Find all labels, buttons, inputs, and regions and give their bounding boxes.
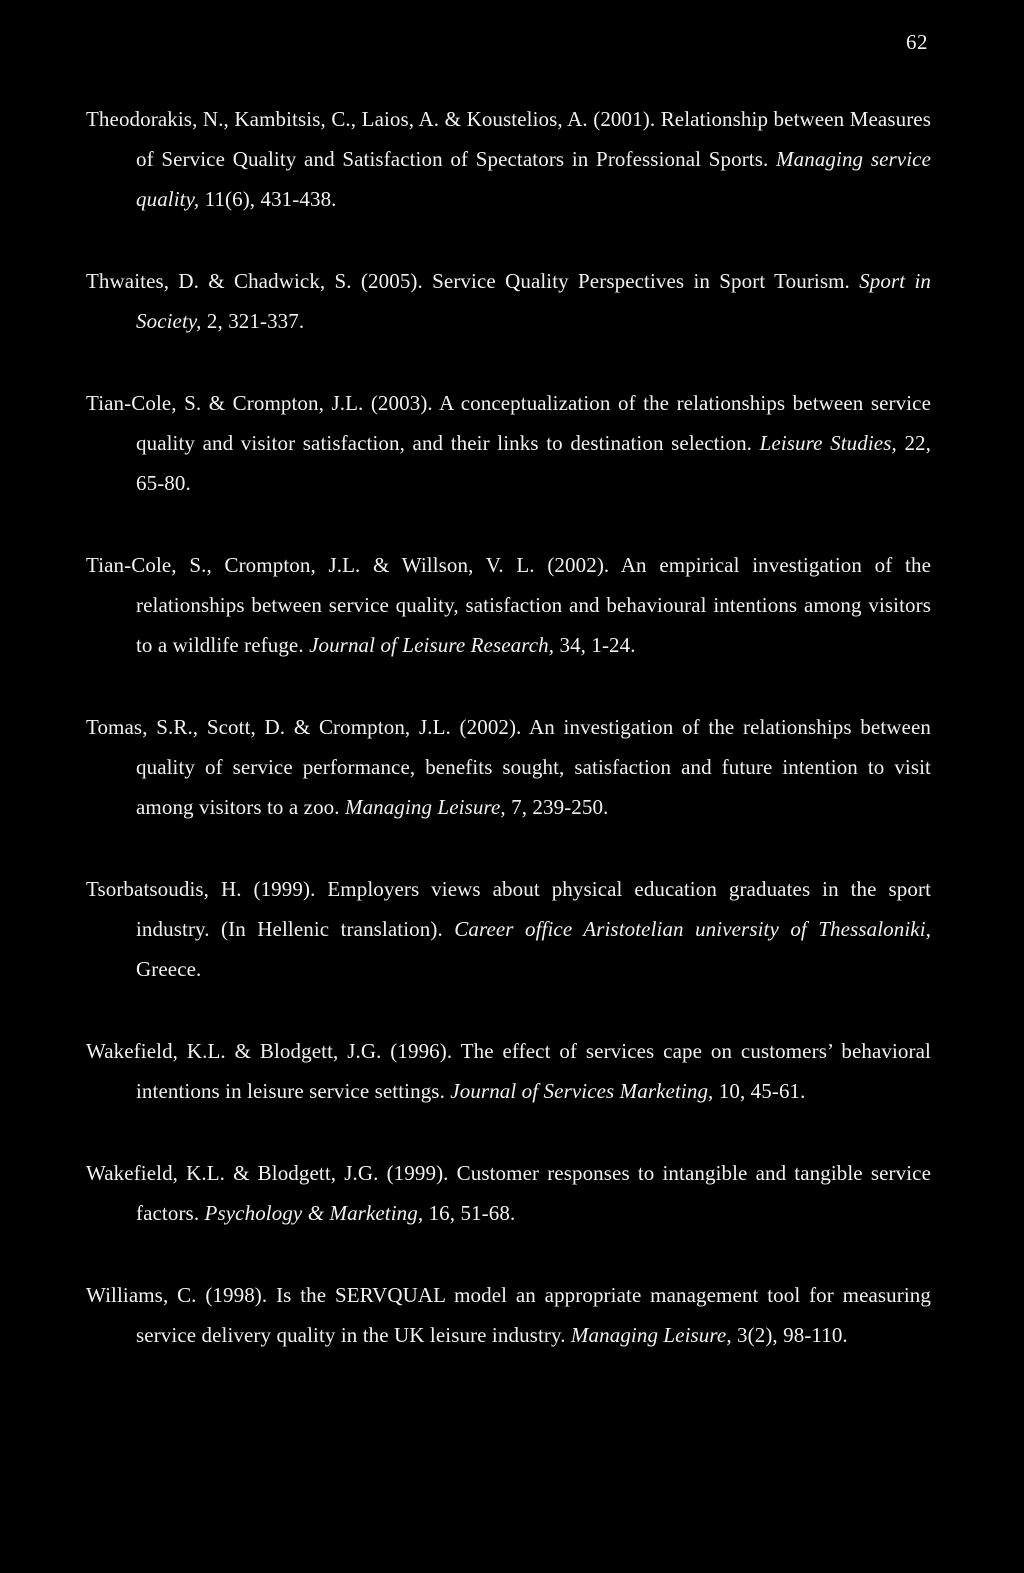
- reference-details: 2, 321-337.: [206, 309, 305, 333]
- reference-details: 16, 51-68.: [428, 1201, 516, 1225]
- reference-entry: [86, 261, 931, 341]
- reference-details: 10, 45-61.: [718, 1079, 806, 1103]
- reference-details: 3(2), 98-110.: [737, 1323, 848, 1347]
- reference-title: Employers views about physical education graduates in the sport industry. (In Hellenic translation).: [136, 877, 932, 941]
- reference-entry: [86, 383, 931, 503]
- reference-source: Sport in Society,: [136, 269, 931, 333]
- reference-authors-year: Williams, C. (1998).: [86, 1283, 268, 1307]
- reference-source: Leisure Studies,: [759, 431, 897, 455]
- reference-authors-year: Tsorbatsoudis, H. (1999).: [86, 877, 316, 901]
- reference-source: Managing Leisure,: [570, 1323, 732, 1347]
- reference-entry: [86, 1153, 931, 1233]
- reference-details: 34, 1-24.: [559, 633, 636, 657]
- reference-authors-year: Theodorakis, N., Kambitsis, C., Laios, A. & Koustelios, A. (2001).: [86, 107, 656, 131]
- reference-authors-year: Wakefield, K.L. & Blodgett, J.G. (1999).: [86, 1161, 449, 1185]
- reference-details: 22, 65-80.: [136, 431, 932, 495]
- reference-entry: [86, 1031, 931, 1111]
- reference-authors-year: Tian-Cole, S., Crompton, J.L. & Willson, V. L. (2002).: [86, 553, 610, 577]
- reference-title: An empirical investigation of the relationships between service quality, satisfaction and behavioural intentions among visitors to a wildlife refuge.: [136, 553, 931, 657]
- reference-source: Managing Leisure,: [344, 795, 506, 819]
- reference-authors-year: Tian-Cole, S. & Crompton, J.L. (2003).: [86, 391, 433, 415]
- reference-entry: [86, 99, 931, 219]
- reference-list: [86, 99, 931, 1397]
- reference-entry: [86, 869, 931, 989]
- reference-source: Managing service quality,: [136, 147, 931, 211]
- page-number: 62: [906, 30, 928, 54]
- reference-title: An investigation of the relationships between quality of service performance, benefits sought, satisfaction and future intention to visit among visitors to a zoo.: [136, 715, 931, 819]
- reference-details: 7, 239-250.: [511, 795, 609, 819]
- reference-entry: [86, 1275, 931, 1355]
- reference-source: Psychology & Marketing,: [204, 1201, 424, 1225]
- reference-source: Career office Aristotelian university of Thessaloniki,: [454, 917, 931, 941]
- reference-authors-year: Tomas, S.R., Scott, D. & Crompton, J.L. (2002).: [86, 715, 522, 739]
- reference-authors-year: Wakefield, K.L. & Blodgett, J.G. (1996).: [86, 1039, 453, 1063]
- reference-details: Greece.: [136, 957, 202, 981]
- reference-title: Relationship between Measures of Service Quality and Satisfaction of Spectators in Professional Sports.: [136, 107, 931, 171]
- reference-details: 11(6), 431-438.: [204, 187, 337, 211]
- reference-source: Journal of Services Marketing,: [450, 1079, 714, 1103]
- reference-entry: [86, 707, 931, 827]
- reference-entry: [86, 545, 931, 665]
- reference-source: Journal of Leisure Research,: [309, 633, 555, 657]
- reference-title: The effect of services cape on customers’ behavioral intentions in leisure service settings.: [136, 1039, 931, 1103]
- reference-title: A conceptualization of the relationships between service quality and visitor satisfaction, and their links to destination selection.: [136, 391, 931, 455]
- reference-title: Service Quality Perspectives in Sport Tourism.: [432, 269, 850, 293]
- reference-authors-year: Thwaites, D. & Chadwick, S. (2005).: [86, 269, 423, 293]
- reference-title: Customer responses to intangible and tangible service factors.: [136, 1161, 931, 1225]
- reference-title: Is the SERVQUAL model an appropriate management tool for measuring service delivery quality in the UK leisure industry.: [136, 1283, 932, 1347]
